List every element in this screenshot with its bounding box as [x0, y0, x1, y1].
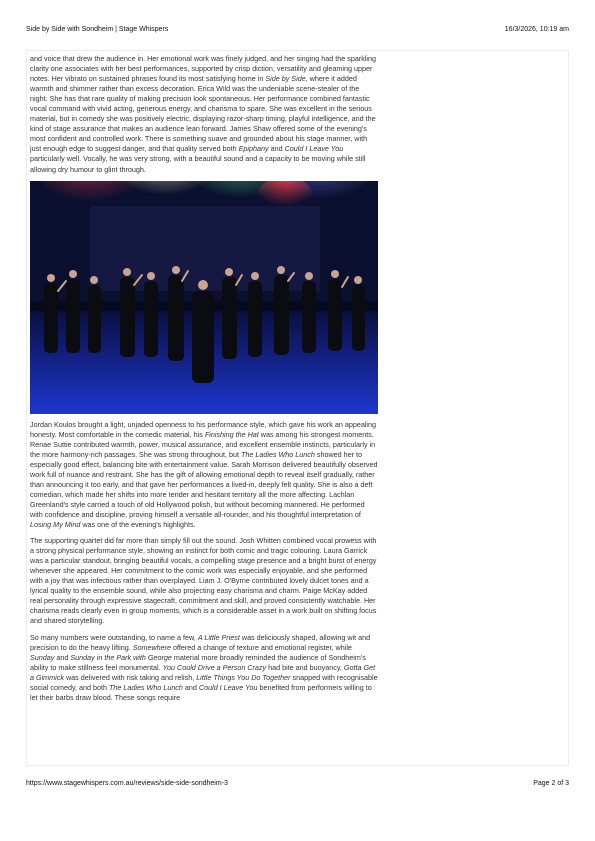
- italic-title: A Little Priest: [197, 632, 240, 642]
- italic-title: The Ladies Who Lunch: [108, 682, 183, 692]
- text-run: offered a change of texture and emotional register, while: [171, 642, 352, 652]
- text-run: was deliciously shaped, allowing wit and precision to do the heavy lifting.: [30, 632, 371, 652]
- text-run: material more broadly reminded the audience of Sondheim's ability to make stillness feel monumental.: [30, 652, 366, 672]
- stage-photo: [30, 181, 378, 414]
- italic-title: Epiphany: [238, 144, 269, 154]
- page-url: https://www.stagewhispers.com.au/reviews/side-side-sondheim-3: [26, 780, 228, 787]
- paragraph: [30, 420, 378, 531]
- italic-title: The Ladies Who Lunch: [240, 449, 315, 459]
- text-run: showed her to especially good effect, balancing bite with entertainment value. Sarah Morrison delivered beautifully observed work full of nuance and restraint. She has the gift of allowing emotional depth to reveal itself gradually, rather than announcing it too early, and that gave her performances a lived-in, deeply felt quality. She is also a deft comedian, which made her shifts into more tender and hesitant territory all the more affecting. Lachlan Greenland's style carried a touch of old Hollywood polish, but without becoming mannered. He performed with confidence and discipline, proving himself a versatile all-rounder, and his thoughtful interpretation of: [30, 449, 378, 519]
- text-run: and voice that drew the audience in. Her emotional work was finely judged, and her singing had the sparkling clarity one associates with her best performances, supported by crisp diction, versatility and gleaming upper notes. Her vibrato on sustained phrases found its most satisfying home in: [30, 54, 377, 84]
- text-run: snapped with recognisable social comedy, and both: [30, 672, 378, 692]
- text-run: So many numbers were outstanding, to name a few,: [30, 632, 198, 642]
- page-header: [26, 26, 569, 38]
- paragraph: [30, 536, 378, 626]
- text-run: was delivered with risk taking and relish,: [63, 672, 197, 682]
- text-run: , where it added warmth and shimmer rather than excess decoration. Erica Wild was the undeniable scene-stealer of the night. She has that rare quality of making precision look spontaneous. Her performance combined fantastic vocal command with vivid acting, generous energy, and charisma to spare. She was excellent in the serious material, but in comedy she was positively electric, displaying razor-sharp timing, playful intelligence, and the kind of stage assurance that makes an audience lean forward. James Shaw offered some of the evening's most confident and controlled work. There is something suave and grounded about his stage manner, with just enough edge to suggest danger, and that quality served both: [30, 74, 376, 154]
- italic-title: Finishing the Hat: [204, 429, 259, 439]
- text-run: was one of the evening's highlights.: [80, 520, 196, 530]
- text-run: The supporting quartet did far more than simply fill out the sound. Josh Whitten combined vocal prowess with a strong physical performance style, showing an instinct for both comic and tragic colouring. Laura Garrick was a particular standout, bringing beautiful vocals, a compelling stage presence and a bright burst of energy whenever she appeared. Her commitment to the comic work was especially enjoyable, and she performed with a joy that was infectious rather than overplayed. Liam J. O'Byrne contributed lovely dulcet tones and a lyrical quality to the ensemble sound, while also projecting easy charisma and charm. Paige McKay added real personality through expressive stagecraft, commitment and skill, and proved consistently watchable. Her charisma reads clearly even in group moments, which is a considerable asset in a work built on shifting focus and shared storytelling.: [30, 536, 377, 626]
- italic-title: Could I Leave You: [284, 144, 344, 154]
- page-title: Side by Side with Sondheim | Stage Whispers: [26, 26, 169, 33]
- italic-title: Somewhere: [132, 642, 172, 652]
- text-run: and: [54, 652, 71, 662]
- paragraph: [30, 54, 378, 175]
- italic-title: Could I Leave You: [198, 682, 258, 692]
- page-number: Page 2 of 3: [533, 780, 569, 787]
- text-run: had bite and buoyancy,: [266, 662, 344, 672]
- text-run: Jordan Koulos brought a light, unjaded openness to his performance style, which gave his work an appealing honesty. Most comfortable in the comedic material, his: [30, 419, 377, 439]
- italic-title: Sunday in the Park with George: [70, 652, 172, 662]
- italic-title: Sunday: [30, 652, 55, 662]
- paragraph: [30, 633, 378, 703]
- italic-title: Losing My Mind: [30, 520, 81, 530]
- text-run: and: [268, 144, 285, 154]
- italic-title: You Could Drive a Person Crazy: [162, 662, 267, 672]
- text-run: and: [182, 682, 199, 692]
- text-run: was among his strongest moments. Renae Suttie contributed warmth, power, musical assurance, and excellent ensemble instincts, particularly in the more harmony-rich passages. She was strong throughout, but: [30, 429, 376, 459]
- italic-title: Side by Side: [265, 74, 306, 84]
- print-datetime: 16/3/2026, 10:19 am: [504, 26, 569, 33]
- italic-title: Gotta Get a Gimmick: [30, 662, 376, 682]
- text-run: particularly well. Vocally, he was very strong, with a beautiful sound and a capacity to be moving while still allowing dry humour to glint through.: [30, 154, 366, 174]
- text-run: benefited from performers willing to let their barbs draw blood. These songs require: [30, 682, 372, 702]
- italic-title: Little Things You Do Together: [196, 672, 291, 682]
- article-body: [30, 54, 378, 709]
